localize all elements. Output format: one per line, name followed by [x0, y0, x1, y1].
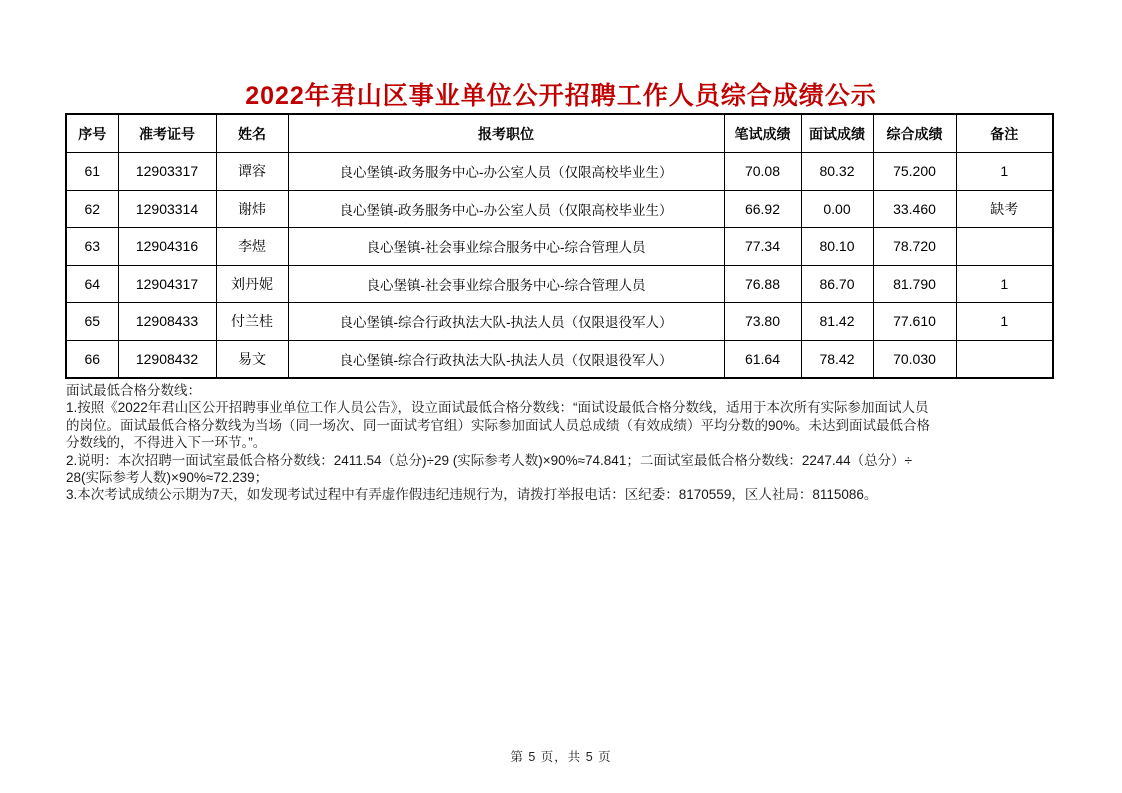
- cell-name: 谭容: [216, 153, 288, 191]
- table-row: [66, 228, 1053, 266]
- cell-exam-id: 12903314: [118, 190, 216, 228]
- cell-position: 良心堡镇-社会事业综合服务中心-综合管理人员: [288, 265, 724, 303]
- cell-composite-score: 33.460: [873, 190, 956, 228]
- header-written-score: 笔试成绩: [724, 114, 801, 153]
- cell-exam-id: 12904317: [118, 265, 216, 303]
- table-header-row: [66, 114, 1053, 153]
- cell-seq: 65: [66, 303, 118, 341]
- header-interview-score: 面试成绩: [801, 114, 873, 153]
- cell-interview-score: 86.70: [801, 265, 873, 303]
- note-line: 的岗位。面试最低合格分数线为当场（同一场次、同一面试考官组）实际参加面试人员总成绩（有效成绩）平均分数的90%。未达到面试最低合格: [66, 417, 931, 433]
- cell-composite-score: 77.610: [873, 303, 956, 341]
- table-row: [66, 340, 1053, 378]
- header-seq: 序号: [66, 114, 118, 153]
- cell-remark: [956, 340, 1053, 378]
- cell-exam-id: 12908432: [118, 340, 216, 378]
- header-composite-score: 综合成绩: [873, 114, 956, 153]
- header-remark: 备注: [956, 114, 1053, 153]
- cell-written-score: 73.80: [724, 303, 801, 341]
- cell-exam-id: 12908433: [118, 303, 216, 341]
- cell-name: 付兰桂: [216, 303, 288, 341]
- cell-interview-score: 80.10: [801, 228, 873, 266]
- cell-written-score: 70.08: [724, 153, 801, 191]
- cell-position: 良心堡镇-综合行政执法大队-执法人员（仅限退役军人）: [288, 340, 724, 378]
- note-line-heading: 面试最低合格分数线：: [66, 383, 201, 398]
- note-line: 分数线的，不得进入下一环节。”。: [66, 435, 267, 451]
- header-exam-id: 准考证号: [118, 114, 216, 153]
- cell-name: 李煜: [216, 228, 288, 266]
- note-line: 2.说明：本次招聘一面试室最低合格分数线：2411.54（总分)÷29 (实际参考人数)×90%≈74.841；二面试室最低合格分数线：2247.44（总分）÷: [66, 452, 913, 468]
- cell-exam-id: 12903317: [118, 153, 216, 191]
- cell-position: 良心堡镇-政务服务中心-办公室人员（仅限高校毕业生）: [288, 153, 724, 191]
- cell-position: 良心堡镇-社会事业综合服务中心-综合管理人员: [288, 228, 724, 266]
- cell-name: 易文: [216, 340, 288, 378]
- cell-remark: 1: [956, 303, 1053, 341]
- table-row: [66, 190, 1053, 228]
- cell-name: 谢炜: [216, 190, 288, 228]
- cell-composite-score: 78.720: [873, 228, 956, 266]
- cell-interview-score: 80.32: [801, 153, 873, 191]
- cell-written-score: 77.34: [724, 228, 801, 266]
- cell-seq: 63: [66, 228, 118, 266]
- cell-written-score: 61.64: [724, 340, 801, 378]
- cell-interview-score: 0.00: [801, 190, 873, 228]
- table-row: [66, 153, 1053, 191]
- table-row: [66, 265, 1053, 303]
- cell-composite-score: 75.200: [873, 153, 956, 191]
- page-title: 2022年君山区事业单位公开招聘工作人员综合成绩公示: [245, 82, 877, 110]
- cell-remark: [956, 228, 1053, 266]
- table-row: [66, 303, 1053, 341]
- note-line: 28(实际参考人数)×90%≈72.239；: [66, 470, 269, 486]
- notes-block: [66, 382, 1064, 504]
- cell-remark: 1: [956, 153, 1053, 191]
- page-number: 第 5 页，共 5 页: [510, 750, 612, 764]
- cell-composite-score: 70.030: [873, 340, 956, 378]
- note-line: 3.本次考试成绩公示期为7天，如发现考试过程中有弄虚作假违纪违规行为，请拨打举报电话：区纪委：8170559，区人社局：8115086。: [66, 487, 878, 503]
- cell-exam-id: 12904316: [118, 228, 216, 266]
- cell-remark: 缺考: [956, 190, 1053, 228]
- cell-remark: 1: [956, 265, 1053, 303]
- header-name: 姓名: [216, 114, 288, 153]
- cell-name: 刘丹妮: [216, 265, 288, 303]
- cell-interview-score: 78.42: [801, 340, 873, 378]
- score-table: [65, 113, 1054, 379]
- cell-seq: 62: [66, 190, 118, 228]
- cell-written-score: 76.88: [724, 265, 801, 303]
- cell-seq: 64: [66, 265, 118, 303]
- cell-written-score: 66.92: [724, 190, 801, 228]
- cell-interview-score: 81.42: [801, 303, 873, 341]
- cell-seq: 66: [66, 340, 118, 378]
- header-position: 报考职位: [288, 114, 724, 153]
- cell-composite-score: 81.790: [873, 265, 956, 303]
- cell-position: 良心堡镇-政务服务中心-办公室人员（仅限高校毕业生）: [288, 190, 724, 228]
- cell-position: 良心堡镇-综合行政执法大队-执法人员（仅限退役军人）: [288, 303, 724, 341]
- cell-seq: 61: [66, 153, 118, 191]
- note-line: 1.按照《2022年君山区公开招聘事业单位工作人员公告》，设立面试最低合格分数线：“面试设最低合格分数线，适用于本次所有实际参加面试人员: [66, 400, 929, 416]
